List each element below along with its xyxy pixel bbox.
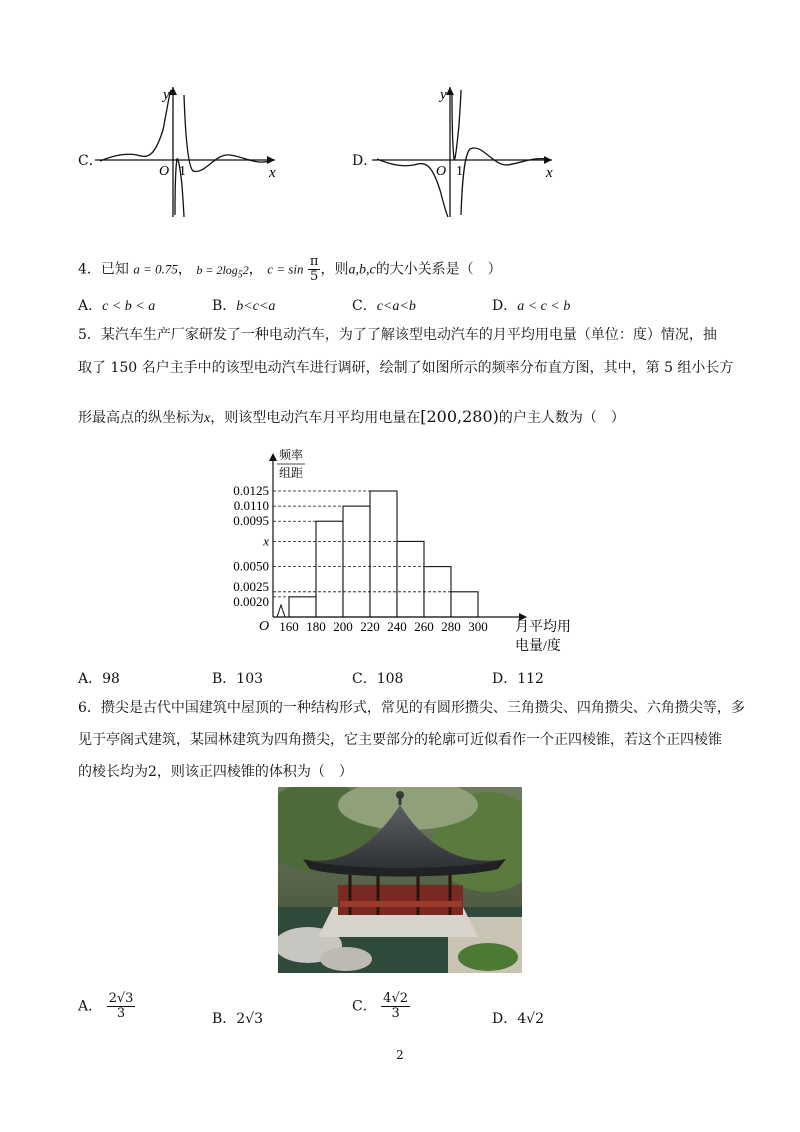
q4-a-expr: a = 0.75	[133, 261, 178, 277]
x-tick-label: 240	[387, 619, 407, 634]
q4-b-expr: b = 2log	[196, 262, 238, 277]
q4-vars: a,b,c	[348, 262, 376, 278]
q4-option-b[interactable]: B．b<c<a	[212, 298, 276, 314]
q3-c-origin: O	[159, 164, 170, 179]
q4-b-base: 5	[237, 268, 243, 280]
x-tick-label: 300	[468, 619, 488, 634]
q4-text-mid: ，则	[320, 261, 349, 278]
y-tick-label: 0.0125	[233, 483, 269, 498]
hist-xlabel-line1: 月平均用	[515, 620, 571, 635]
x-tick-label: 280	[441, 619, 461, 634]
q4-option-d[interactable]: D．a < c < b	[492, 298, 571, 314]
y-tick-label: 0.0020	[233, 593, 269, 609]
q3-d-origin: O	[436, 164, 447, 179]
q5-option-a[interactable]: A．98	[78, 671, 120, 687]
q4-number: 4．	[78, 261, 101, 278]
histogram-bar	[370, 491, 397, 617]
q6-option-c[interactable]: C． $\frac{4√2}{3}$	[352, 991, 408, 1021]
x-tick-label: 200	[333, 619, 353, 634]
q5-option-b[interactable]: B．103	[212, 671, 264, 687]
histogram-bar	[397, 541, 424, 617]
q6-option-b[interactable]: B．2√3	[212, 1011, 264, 1027]
hist-xlabel-line2: 电量/度	[515, 639, 561, 654]
q4-prefix: 已知	[100, 261, 129, 278]
histogram-bar	[316, 521, 343, 617]
q3-graph-c	[95, 85, 285, 220]
histogram-bar	[451, 592, 478, 617]
q5-option-d[interactable]: D．112	[492, 671, 544, 687]
q4-stem: 4．已知 a = 0.75， $b = 2\log_52$， c = sin $\frac{\pi}{5}$ ，则a,b,c的大小关系是（ ）	[78, 254, 502, 284]
q3-d-x-label: x	[546, 165, 553, 181]
hist-origin: O	[259, 619, 270, 634]
y-tick-label: 0.0095	[233, 513, 269, 529]
q6-option-a[interactable]: A． $\frac{2√3}{3}$	[78, 991, 134, 1021]
histogram-bar	[289, 597, 316, 617]
q4-b-arg: 2	[242, 262, 249, 277]
x-tick-label: 260	[414, 619, 434, 634]
q3-option-c-label: C．	[78, 153, 103, 169]
hist-ylabel-bottom: 组距	[279, 466, 304, 480]
q6-option-d[interactable]: D．4√2	[492, 1011, 544, 1027]
q4-option-c[interactable]: C．c<a<b	[352, 298, 416, 314]
q6-line2: 见于亭阁式建筑，某园林建筑为四角攒尖，它主要部分的轮廓可近似看作一个正四棱锥，若这个正四棱锥	[78, 732, 722, 748]
q5-option-c[interactable]: C．108	[352, 671, 404, 687]
q3-d-y-label: y	[440, 87, 447, 103]
q3-graph-d	[372, 85, 562, 220]
q3-option-d-label: D．	[352, 153, 378, 169]
q5-line1: 5．某汽车生产厂家研发了一种电动汽车，为了了解该型电动汽车的月平均用电量（单位：度）情况，抽	[78, 327, 717, 343]
q3-c-x-label: x	[269, 165, 276, 181]
q4-c-fraction: $\frac{\pi}{5}$	[309, 254, 319, 284]
q4-option-a[interactable]: A．c < b < a	[78, 298, 156, 314]
axis-break-mark	[277, 605, 285, 617]
q4-c-expr: c = sin	[267, 261, 304, 277]
q3-c-tick-1: 1	[179, 164, 186, 179]
q5-line2: 取了 150 名户主手中的该型电动汽车进行调研，绘制了如图所示的频率分布直方图，其中，第 5 组小长方	[78, 360, 734, 376]
q3-c-y-label: y	[163, 87, 170, 103]
q3-d-tick-1: 1	[456, 164, 463, 179]
q4-suffix: 的大小关系是（ ）	[375, 261, 502, 278]
x-tick-label: 160	[279, 619, 299, 634]
x-tick-label: 220	[360, 619, 380, 634]
y-tick-label: 0.0050	[233, 558, 269, 574]
q5-interval: [200,280)	[420, 407, 499, 426]
y-tick-label: 0.0110	[233, 498, 269, 514]
y-tick-label: x	[263, 533, 269, 549]
page-number: 2	[396, 1048, 404, 1062]
pavilion-photo	[278, 787, 522, 973]
q6-line1: 6．攒尖是古代中国建筑中屋顶的一种结构形式，常见的有圆形攒尖、三角攒尖、四角攒尖、六角攒尖等，多	[78, 700, 745, 716]
histogram-bar	[343, 506, 370, 617]
frequency-histogram	[215, 445, 595, 655]
x-tick-label: 180	[306, 619, 326, 634]
y-tick-label: 0.0025	[233, 578, 269, 594]
hist-ylabel-top: 频率	[279, 448, 304, 462]
q5-line3: 形最高点的纵坐标为x，则该型电动汽车月平均用电量在[200,280)的户主人数为（ ）	[78, 407, 625, 426]
q6-line3: 的棱长均为2，则该正四棱锥的体积为（ ）	[78, 764, 353, 780]
